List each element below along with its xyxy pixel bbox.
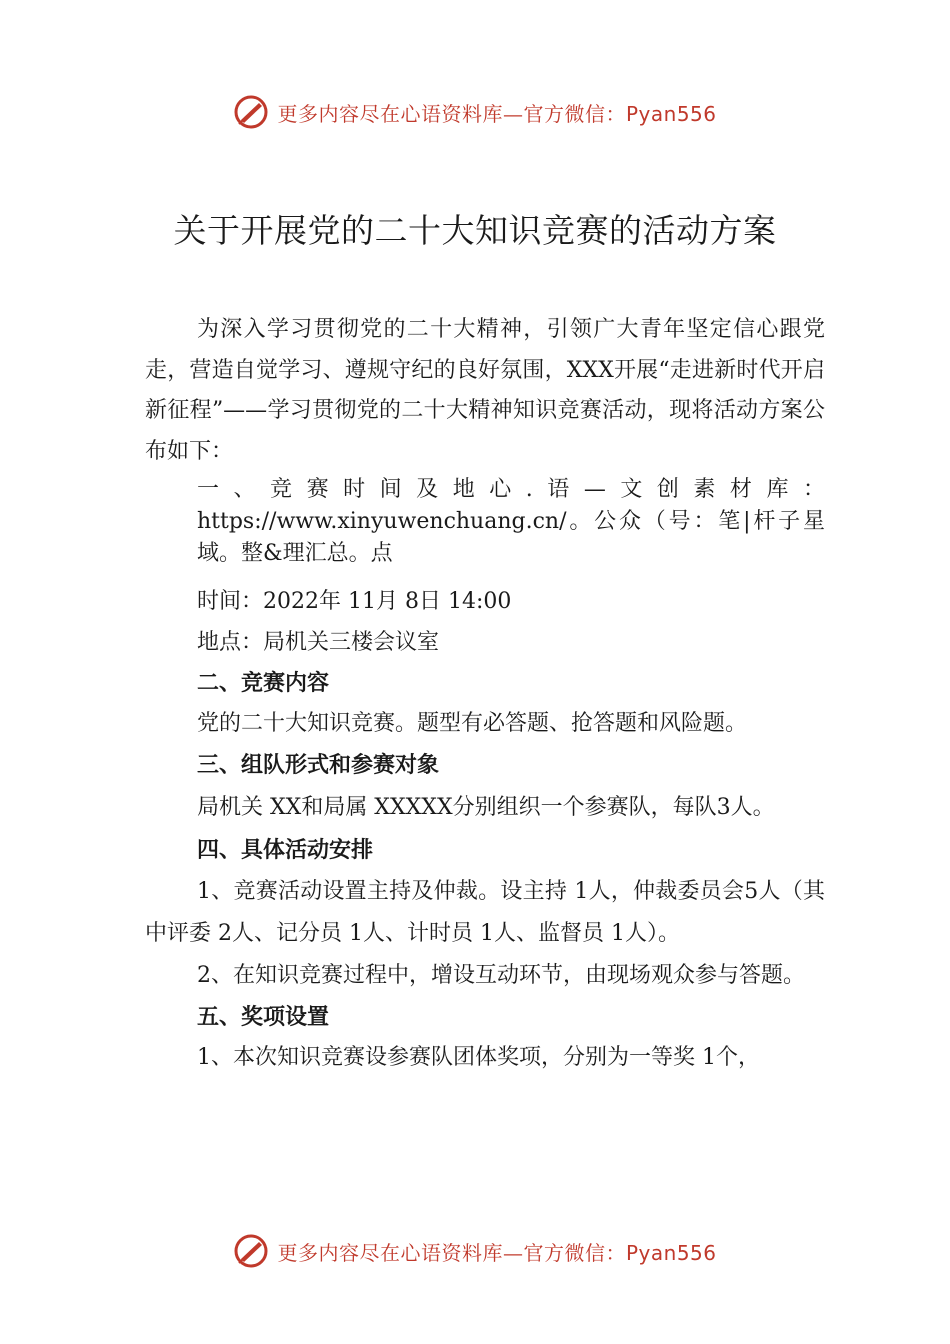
section-5-heading: 五、奖项设置: [197, 1004, 330, 1030]
section-3-content: 局机关 XX和局属 XXXXX分别组织一个参赛队，每队3人。: [197, 794, 775, 820]
quill-seal-icon: [233, 1233, 269, 1269]
watermark-header: [0, 94, 950, 130]
document-body: [145, 310, 825, 1078]
watermark-text: 更多内容尽在心语资料库—官方微信：Pyan556: [277, 1240, 717, 1265]
watermark-text: 更多内容尽在心语资料库—官方微信：Pyan556: [277, 101, 717, 126]
watermark-id: Pyan556: [625, 1240, 717, 1265]
section-3-heading: 三、组队形式和参赛对象: [197, 752, 440, 778]
arrangement-2: 2、在知识竞赛过程中，增设互动环节，由现场观众参与答题。: [197, 962, 805, 988]
watermark-footer: [0, 1233, 950, 1269]
section-1-line: 一、竞赛时间及地心.语—文创素材库：https://www.xinyuwenchuang.cn/。公众（号：笔|杆子星域。整&理汇总。点: [197, 477, 825, 566]
document-title: 关于开展党的二十大知识竞赛的活动方案: [173, 211, 777, 250]
event-time: 时间：2022年 11月 8日 14:00: [197, 589, 512, 614]
quill-seal-icon: [233, 94, 269, 130]
intro-paragraph: 为深入学习贯彻党的二十大精神，引领广大青年坚定信心跟党走，营造自觉学习、遵规守纪的良好氛围，XXX开展“走进新时代开启新征程”——学习贯彻党的二十大精神知识竞赛活动，现将活动方案公布如下：: [145, 317, 825, 464]
section-2-content: 党的二十大知识竞赛。题型有必答题、抢答题和风险题。: [197, 711, 748, 736]
section-4-heading: 四、具体活动安排: [197, 837, 374, 863]
event-place: 地点：局机关三楼会议室: [197, 629, 440, 655]
award-1: 1、本次知识竞赛设参赛队团体奖项，分别为一等奖 1个，: [197, 1044, 760, 1070]
section-2-heading: 二、竞赛内容: [197, 671, 330, 696]
arrangement-1: 1、竞赛活动设置主持及仲裁。设主持 1人，仲裁委员会5人（其中评委 2人、记分员 1人、计时员 1人、监督员 1人）。: [145, 878, 825, 946]
watermark-id: Pyan556: [625, 101, 717, 126]
